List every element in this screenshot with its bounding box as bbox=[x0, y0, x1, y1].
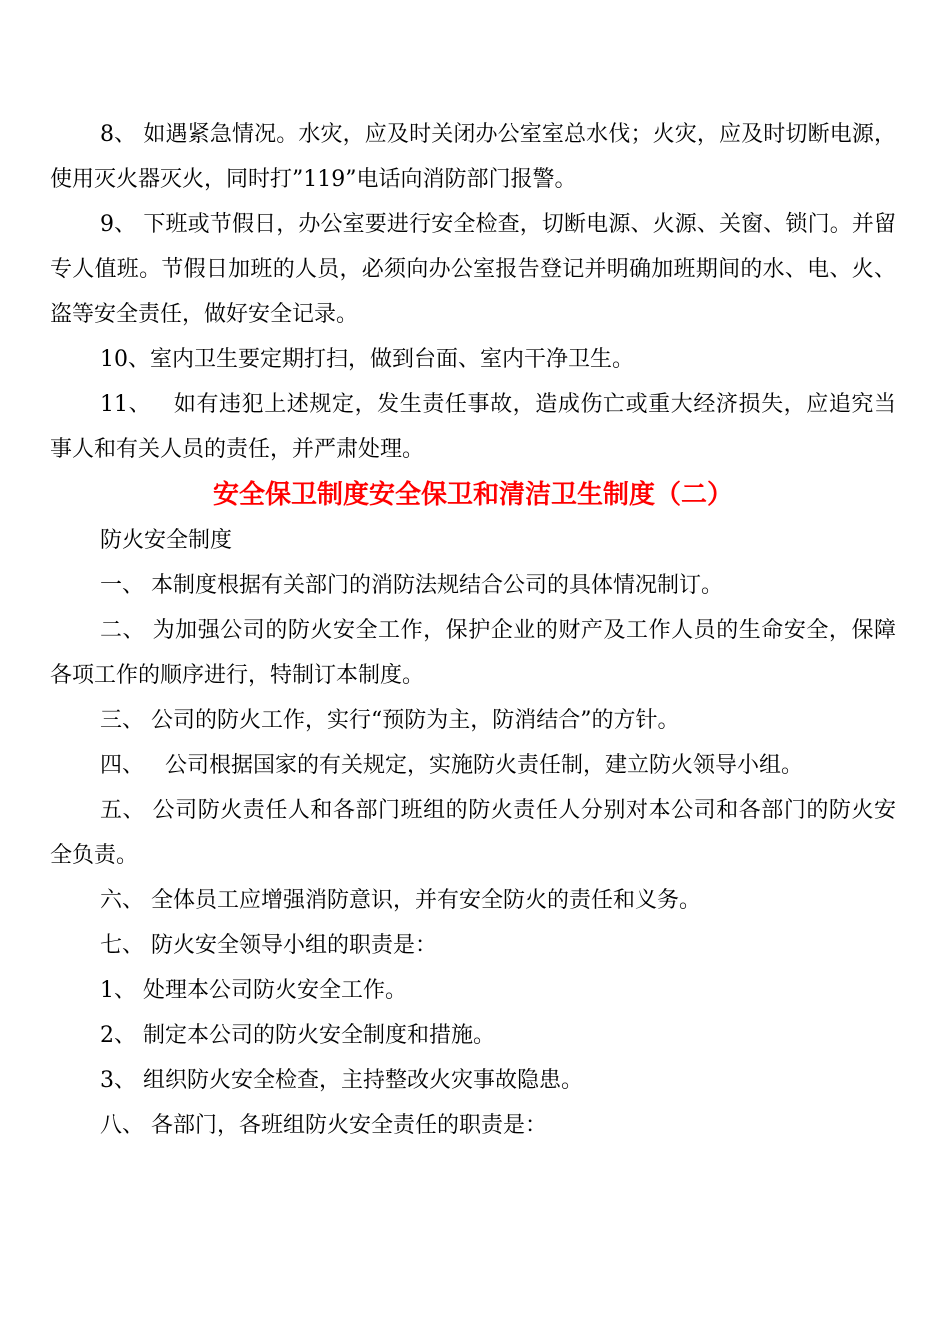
duty-item-2: 2、 制定本公司的防火安全制度和措施。 bbox=[100, 1023, 495, 1048]
section-subtitle: 防火安全制度 bbox=[100, 528, 233, 553]
document-page bbox=[50, 112, 896, 1148]
clause-1: 一、 本制度根据有关部门的消防法规结合公司的具体情况制订。 bbox=[100, 573, 723, 598]
section-title: 安全保卫制度安全保卫和清洁卫生制度（二） bbox=[212, 480, 733, 510]
clause-2: 二、 为加强公司的防火安全工作，保护企业的财产及工作人员的生命安全，保障各项工作的顺序进行，特制订本制度。 bbox=[50, 618, 896, 688]
paragraph-item-11: 11、 如有违犯上述规定，发生责任事故，造成伤亡或重大经济损失，应追究当事人和有关人员的责任，并严肃处理。 bbox=[50, 392, 896, 462]
clause-3: 三、 公司的防火工作，实行“预防为主，防消结合”的方针。 bbox=[100, 708, 680, 733]
duty-item-1: 1、 处理本公司防火安全工作。 bbox=[100, 978, 407, 1003]
clause-8: 八、 各部门，各班组防火安全责任的职责是： bbox=[100, 1113, 547, 1138]
clause-7: 七、 防火安全领导小组的职责是： bbox=[100, 933, 437, 958]
duty-item-3: 3、 组织防火安全检查，主持整改火灾事故隐患。 bbox=[100, 1068, 583, 1093]
paragraph-item-9: 9、 下班或节假日，办公室要进行安全检查，切断电源、火源、关窗、锁门。并留专人值班。节假日加班的人员，必须向办公室报告登记并明确加班期间的水、电、火、盗等安全责任，做好安全记录。 bbox=[50, 212, 896, 327]
paragraph-item-10: 10、室内卫生要定期打扫，做到台面、室内干净卫生。 bbox=[100, 347, 634, 372]
clause-6: 六、 全体员工应增强消防意识，并有安全防火的责任和义务。 bbox=[100, 888, 701, 913]
clause-5: 五、 公司防火责任人和各部门班组的防火责任人分别对本公司和各部门的防火安全负责。 bbox=[50, 798, 896, 868]
clause-4: 四、 公司根据国家的有关规定，实施防火责任制，建立防火领导小组。 bbox=[100, 753, 803, 778]
paragraph-item-8: 8、 如遇紧急情况。水灾，应及时关闭办公室室总水伐；火灾，应及时切断电源，使用灭火器灭火，同时打”119”电话向消防部门报警。 bbox=[50, 122, 896, 192]
